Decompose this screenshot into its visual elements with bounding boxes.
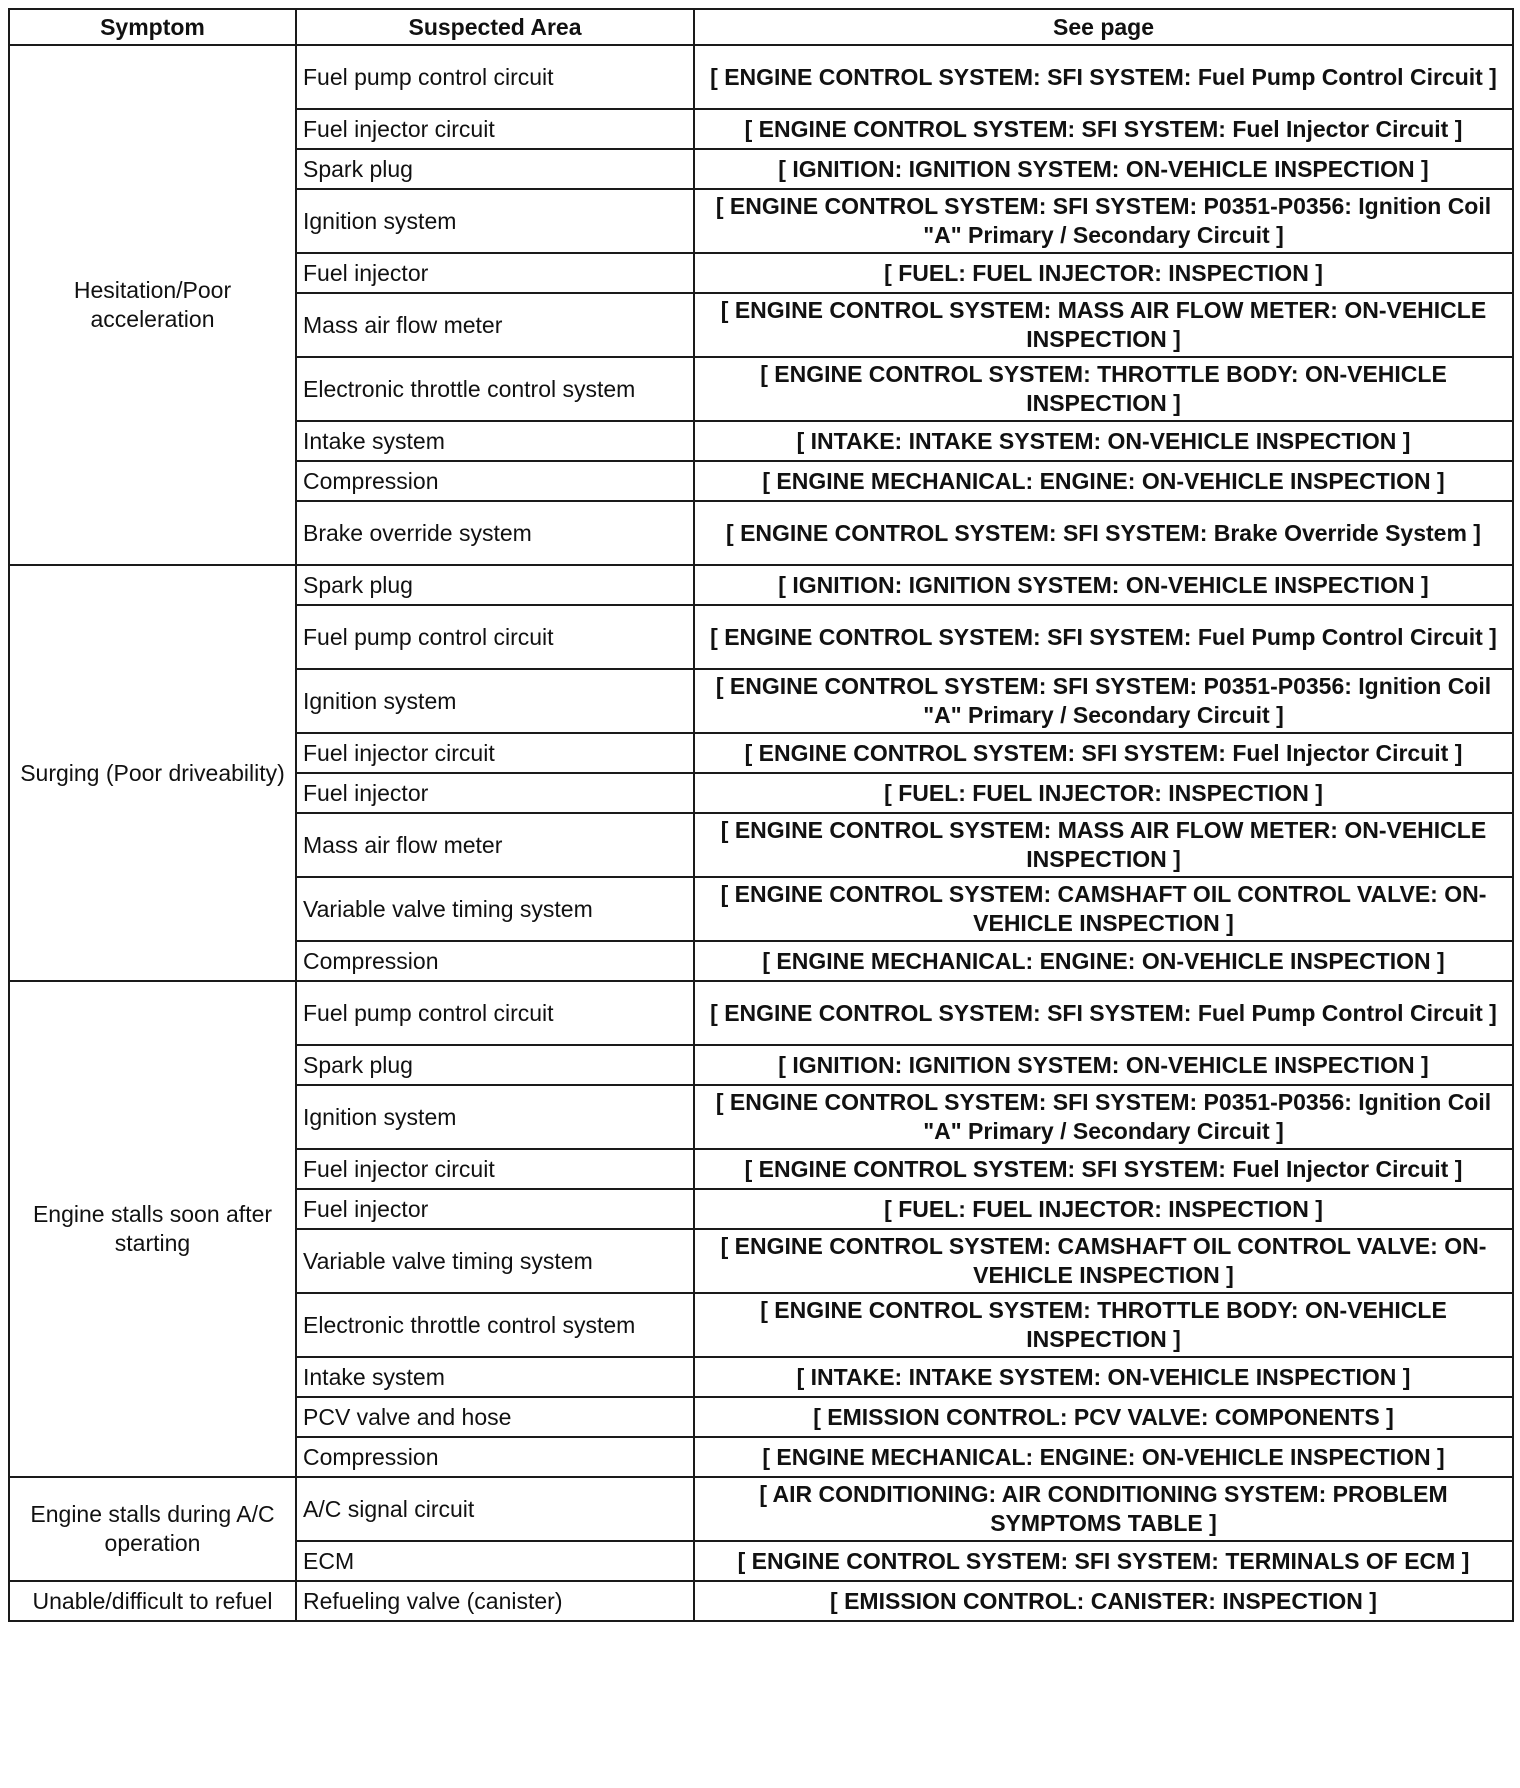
suspected-area-cell: Refueling valve (canister) xyxy=(296,1581,694,1621)
see-page-link[interactable]: [ ENGINE CONTROL SYSTEM: SFI SYSTEM: Fuel Pump Control Circuit ] xyxy=(694,605,1513,669)
suspected-area-cell: Fuel pump control circuit xyxy=(296,45,694,109)
see-page-link[interactable]: [ IGNITION: IGNITION SYSTEM: ON-VEHICLE INSPECTION ] xyxy=(694,1045,1513,1085)
suspected-area-cell: Fuel injector circuit xyxy=(296,109,694,149)
suspected-area-cell: Intake system xyxy=(296,421,694,461)
suspected-area-cell: Compression xyxy=(296,941,694,981)
table-body xyxy=(9,45,1513,1621)
suspected-area-cell: A/C signal circuit xyxy=(296,1477,694,1541)
suspected-area-cell: Fuel injector xyxy=(296,253,694,293)
table-row xyxy=(9,565,1513,605)
suspected-area-cell: Variable valve timing system xyxy=(296,877,694,941)
see-page-link[interactable]: [ INTAKE: INTAKE SYSTEM: ON-VEHICLE INSPECTION ] xyxy=(694,421,1513,461)
header-symptom: Symptom xyxy=(9,9,296,45)
see-page-link[interactable]: [ ENGINE MECHANICAL: ENGINE: ON-VEHICLE INSPECTION ] xyxy=(694,461,1513,501)
symptom-cell: Engine stalls soon after starting xyxy=(9,981,296,1477)
suspected-area-cell: Ignition system xyxy=(296,669,694,733)
see-page-link[interactable]: [ ENGINE CONTROL SYSTEM: SFI SYSTEM: Fuel Pump Control Circuit ] xyxy=(694,45,1513,109)
suspected-area-cell: PCV valve and hose xyxy=(296,1397,694,1437)
symptom-cell: Surging (Poor driveability) xyxy=(9,565,296,981)
suspected-area-cell: Spark plug xyxy=(296,149,694,189)
see-page-link[interactable]: [ ENGINE CONTROL SYSTEM: SFI SYSTEM: P0351-P0356: Ignition Coil "A" Primary / Secondary Circuit ] xyxy=(694,669,1513,733)
suspected-area-cell: Variable valve timing system xyxy=(296,1229,694,1293)
table-row xyxy=(9,45,1513,109)
see-page-link[interactable]: [ EMISSION CONTROL: PCV VALVE: COMPONENTS ] xyxy=(694,1397,1513,1437)
suspected-area-cell: Ignition system xyxy=(296,189,694,253)
table-row xyxy=(9,981,1513,1045)
see-page-link[interactable]: [ ENGINE CONTROL SYSTEM: THROTTLE BODY: ON-VEHICLE INSPECTION ] xyxy=(694,1293,1513,1357)
suspected-area-cell: Electronic throttle control system xyxy=(296,1293,694,1357)
see-page-link[interactable]: [ EMISSION CONTROL: CANISTER: INSPECTION ] xyxy=(694,1581,1513,1621)
suspected-area-cell: Brake override system xyxy=(296,501,694,565)
suspected-area-cell: Intake system xyxy=(296,1357,694,1397)
see-page-link[interactable]: [ FUEL: FUEL INJECTOR: INSPECTION ] xyxy=(694,1189,1513,1229)
suspected-area-cell: Fuel injector circuit xyxy=(296,1149,694,1189)
suspected-area-cell: Electronic throttle control system xyxy=(296,357,694,421)
see-page-link[interactable]: [ AIR CONDITIONING: AIR CONDITIONING SYSTEM: PROBLEM SYMPTOMS TABLE ] xyxy=(694,1477,1513,1541)
header-row xyxy=(9,9,1513,45)
see-page-link[interactable]: [ IGNITION: IGNITION SYSTEM: ON-VEHICLE INSPECTION ] xyxy=(694,565,1513,605)
see-page-link[interactable]: [ ENGINE CONTROL SYSTEM: SFI SYSTEM: Fuel Injector Circuit ] xyxy=(694,1149,1513,1189)
see-page-link[interactable]: [ ENGINE CONTROL SYSTEM: THROTTLE BODY: ON-VEHICLE INSPECTION ] xyxy=(694,357,1513,421)
suspected-area-cell: Compression xyxy=(296,1437,694,1477)
see-page-link[interactable]: [ ENGINE CONTROL SYSTEM: SFI SYSTEM: Fuel Injector Circuit ] xyxy=(694,109,1513,149)
see-page-link[interactable]: [ FUEL: FUEL INJECTOR: INSPECTION ] xyxy=(694,253,1513,293)
symptom-cell: Engine stalls during A/C operation xyxy=(9,1477,296,1581)
symptom-cell: Hesitation/Poor acceleration xyxy=(9,45,296,565)
see-page-link[interactable]: [ ENGINE MECHANICAL: ENGINE: ON-VEHICLE INSPECTION ] xyxy=(694,1437,1513,1477)
see-page-link[interactable]: [ ENGINE CONTROL SYSTEM: MASS AIR FLOW METER: ON-VEHICLE INSPECTION ] xyxy=(694,293,1513,357)
header-suspected-area: Suspected Area xyxy=(296,9,694,45)
table-row xyxy=(9,1581,1513,1621)
suspected-area-cell: Mass air flow meter xyxy=(296,293,694,357)
see-page-link[interactable]: [ ENGINE CONTROL SYSTEM: CAMSHAFT OIL CONTROL VALVE: ON-VEHICLE INSPECTION ] xyxy=(694,877,1513,941)
see-page-link[interactable]: [ ENGINE MECHANICAL: ENGINE: ON-VEHICLE INSPECTION ] xyxy=(694,941,1513,981)
header-see-page: See page xyxy=(694,9,1513,45)
symptom-table xyxy=(8,8,1514,1622)
suspected-area-cell: Spark plug xyxy=(296,565,694,605)
suspected-area-cell: Fuel pump control circuit xyxy=(296,605,694,669)
see-page-link[interactable]: [ IGNITION: IGNITION SYSTEM: ON-VEHICLE INSPECTION ] xyxy=(694,149,1513,189)
suspected-area-cell: Compression xyxy=(296,461,694,501)
suspected-area-cell: Fuel injector xyxy=(296,773,694,813)
see-page-link[interactable]: [ ENGINE CONTROL SYSTEM: MASS AIR FLOW METER: ON-VEHICLE INSPECTION ] xyxy=(694,813,1513,877)
see-page-link[interactable]: [ ENGINE CONTROL SYSTEM: SFI SYSTEM: TERMINALS OF ECM ] xyxy=(694,1541,1513,1581)
table-row xyxy=(9,1477,1513,1541)
suspected-area-cell: Spark plug xyxy=(296,1045,694,1085)
see-page-link[interactable]: [ FUEL: FUEL INJECTOR: INSPECTION ] xyxy=(694,773,1513,813)
see-page-link[interactable]: [ ENGINE CONTROL SYSTEM: CAMSHAFT OIL CONTROL VALVE: ON-VEHICLE INSPECTION ] xyxy=(694,1229,1513,1293)
suspected-area-cell: Fuel injector xyxy=(296,1189,694,1229)
suspected-area-cell: Fuel pump control circuit xyxy=(296,981,694,1045)
see-page-link[interactable]: [ ENGINE CONTROL SYSTEM: SFI SYSTEM: Fuel Pump Control Circuit ] xyxy=(694,981,1513,1045)
suspected-area-cell: ECM xyxy=(296,1541,694,1581)
see-page-link[interactable]: [ ENGINE CONTROL SYSTEM: SFI SYSTEM: P0351-P0356: Ignition Coil "A" Primary / Secondary Circuit ] xyxy=(694,189,1513,253)
symptom-cell: Unable/difficult to refuel xyxy=(9,1581,296,1621)
suspected-area-cell: Ignition system xyxy=(296,1085,694,1149)
suspected-area-cell: Mass air flow meter xyxy=(296,813,694,877)
see-page-link[interactable]: [ ENGINE CONTROL SYSTEM: SFI SYSTEM: P0351-P0356: Ignition Coil "A" Primary / Secondary Circuit ] xyxy=(694,1085,1513,1149)
see-page-link[interactable]: [ ENGINE CONTROL SYSTEM: SFI SYSTEM: Brake Override System ] xyxy=(694,501,1513,565)
suspected-area-cell: Fuel injector circuit xyxy=(296,733,694,773)
see-page-link[interactable]: [ ENGINE CONTROL SYSTEM: SFI SYSTEM: Fuel Injector Circuit ] xyxy=(694,733,1513,773)
see-page-link[interactable]: [ INTAKE: INTAKE SYSTEM: ON-VEHICLE INSPECTION ] xyxy=(694,1357,1513,1397)
